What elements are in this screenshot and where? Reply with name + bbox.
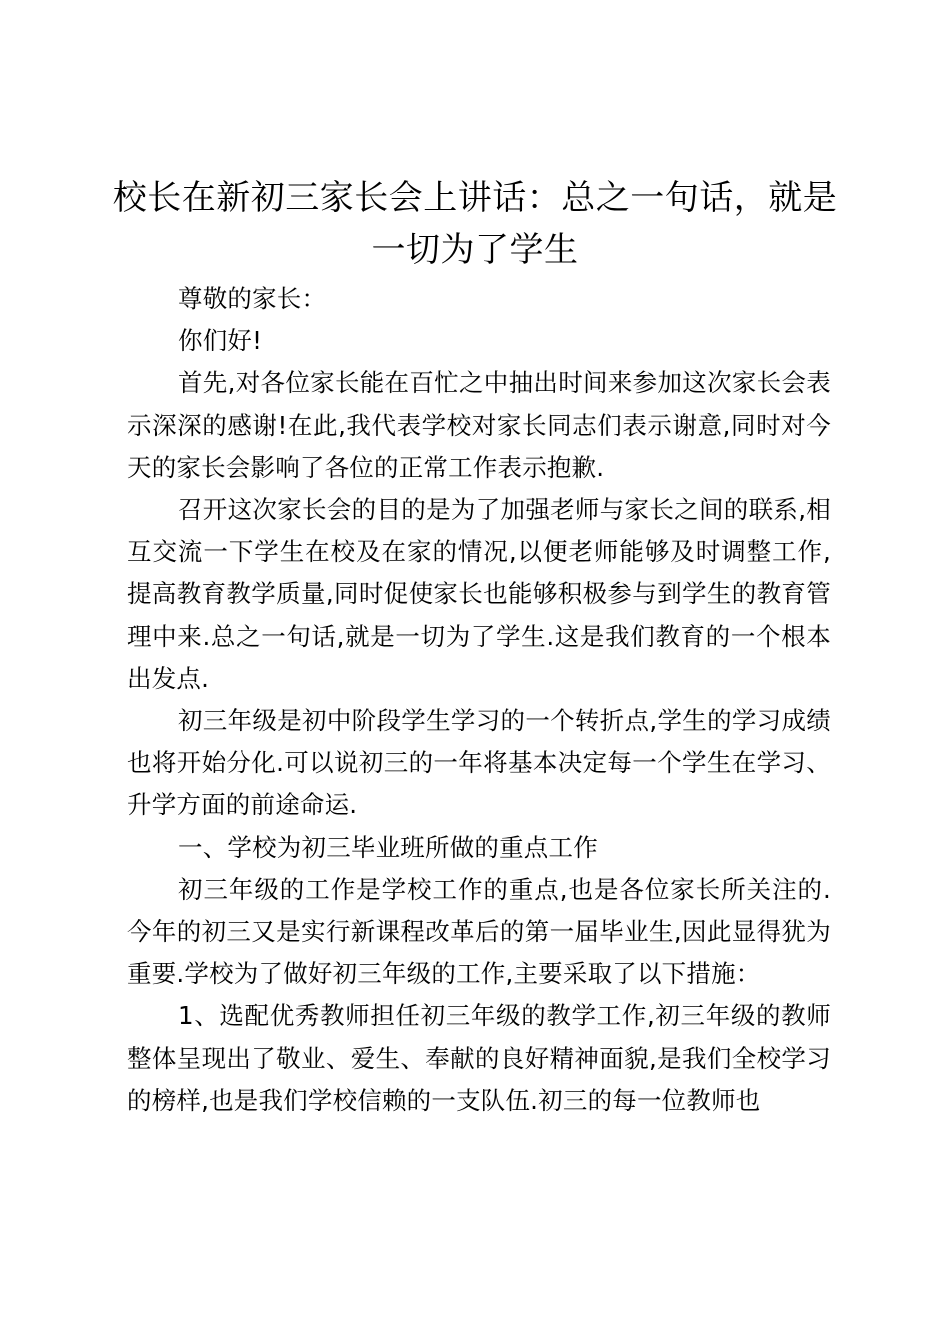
greeting: 你们好! (178, 326, 263, 356)
paragraph-grade-importance: 初三年级是初中阶段学生学习的一个转折点,学生的学习成绩也将开始分化.可以说初三的一年将基本决定每一个学生在学习、升学方面的前途命运. (127, 706, 831, 820)
document-title: 校长在新初三家长会上讲话：总之一句话，就是一切为了学生 (112, 178, 838, 270)
paragraph-measure-1: 1、选配优秀教师担任初三年级的教学工作,初三年级的教师整体呈现出了敬业、爱生、奉献的良好精神面貌,是我们全校学习的榜样,也是我们学校信赖的一支队伍.初三的每一位教师也 (127, 1001, 831, 1115)
paragraph-thanks: 首先,对各位家长能在百忙之中抽出时间来参加这次家长会表示深深的感谢!在此,我代表学校对家长同志们表示谢意,同时对今天的家长会影响了各位的正常工作表示抱歉. (127, 368, 831, 482)
salutation: 尊敬的家长： (178, 284, 327, 313)
paragraph-school-focus: 初三年级的工作是学校工作的重点,也是各位家长所关注的.今年的初三又是实行新课程改革后的第一届毕业生,因此显得犹为重要.学校为了做好初三年级的工作,主要采取了以下措施： (127, 874, 831, 989)
document-body (127, 278, 831, 1122)
section-heading: 一、学校为初三毕业班所做的重点工作 (178, 832, 598, 862)
paragraph-purpose: 召开这次家长会的目的是为了加强老师与家长之间的联系,相互交流一下学生在校及在家的情况,以便老师能够及时调整工作,提高教育教学质量,同时促使家长也能够积极参与到学生的教育管理中来.总之一句话,就是一切为了学生.这是我们教育的一个根本出发点. (127, 495, 831, 693)
